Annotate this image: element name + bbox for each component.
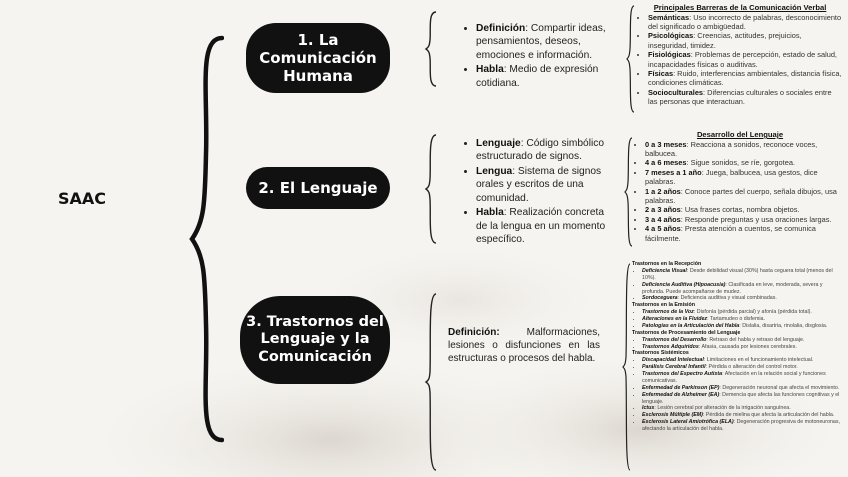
list-item: • Habla: Medio de expresión cotidiana. [476, 63, 610, 90]
node-2-items [462, 137, 612, 248]
list-item: • Semánticas: Uso incorrecto de palabras, desconocimiento del significado o ambigüedad. [648, 13, 843, 32]
list-item: • 4 a 6 meses: Sigue sonidos, se ríe, gorgotea. [645, 158, 846, 167]
list-item: • Ictus: Lesión cerebral por alteración de la irrigación sanguínea. [642, 405, 844, 412]
root-title: SAAC [57, 189, 107, 208]
list-item: • Habla: Realización concreta de la lengua en un momento específico. [476, 206, 612, 246]
list-item: • Alteraciones en la Fluidez: Tartamudeo o disfemia. [642, 316, 844, 323]
list-item: • 0 a 3 meses: Reacciona a sonidos, reconoce voces, balbucea. [645, 140, 846, 159]
list-item: • 3 a 4 años: Responde preguntas y usa oraciones largas. [645, 215, 846, 224]
list-item: • Enfermedad de Alzheimer (EA): Demencia que afecta las funciones cognitivas y el lenguaje. [642, 392, 844, 406]
list-item: • Psicológicas: Creencias, actitudes, prejuicios, inseguridad, timidez. [648, 31, 843, 50]
list-item: • Físicas: Ruido, interferencias ambientales, distancia física, condiciones climáticas. [648, 69, 843, 88]
brace-node-3 [424, 292, 438, 472]
list-item: • Trastornos del Desarrollo: Retraso del habla y retraso del lenguaje. [642, 337, 844, 344]
node-1-items [462, 22, 610, 91]
list-item: • Discapacidad Intelectual: Limitaciones en el funcionamiento intelectual. [642, 357, 844, 364]
list-item: • 4 a 5 años: Presta atención a cuentos, se comunica fácilmente. [645, 224, 846, 243]
node-language-title: 2. El Lenguaje [246, 167, 390, 209]
section-heading: Trastornos Sistémicos [632, 350, 689, 357]
node-2-detail [634, 130, 846, 243]
node-3-definition: Definición: Malformaciones, lesiones o disfunciones en las estructuras o procesos del habla. [448, 327, 600, 364]
list-item: • Fisiológicas: Problemas de percepción, estado de salud, incapacidades físicas o auditivas. [648, 50, 843, 69]
list-item: • Deficiencia Visual: Desde debilidad visual (30%) hasta ceguera total (menos del 10%). [642, 268, 844, 282]
node-disorders-title: 3. Trastornos del Lenguaje y la Comunicación [240, 296, 390, 384]
section-heading: Trastornos en la Recepción [632, 261, 702, 267]
list-item: • Lenguaje: Código simbólico estructurado de signos. [476, 137, 612, 164]
list-item: • 7 meses a 1 año: Juega, balbucea, usa gestos, dice palabras. [645, 168, 846, 187]
brace-node-2 [424, 133, 438, 245]
list-item: • Definición: Compartir ideas, pensamientos, deseos, emociones e información. [476, 22, 610, 62]
detail-heading: Desarrollo del Lenguaje [696, 130, 784, 139]
list-item: • Socioculturales: Diferencias culturales o sociales entre las personas que interactuan. [648, 88, 843, 107]
node-1-detail [637, 3, 843, 107]
brace-node-1-detail [626, 4, 636, 114]
section-heading: Trastornos en la Emisión [632, 302, 695, 309]
list-item: • Trastornos Adquiridos: Afasia, causada por lesiones cerebrales. [642, 344, 844, 351]
list-item: • 2 a 3 años: Usa frases cortas, nombra objetos. [645, 205, 846, 214]
brace-node-3-detail [622, 262, 632, 472]
detail-heading: Principales Barreras de la Comunicación Verbal [653, 3, 827, 12]
section-heading: Trastornos de Procesamiento del Lenguaje [632, 329, 741, 336]
root-brace [188, 34, 224, 444]
node-communication-title: 1. La Comunicación Humana [246, 23, 390, 93]
list-item: • Esclerosis Múltiple (EM): Pérdida de mielina que afecta la articulación del habla. [642, 412, 844, 419]
list-item: • Enfermedad de Parkinson (EP): Degeneración neuronal que afecta el movimiento. [642, 385, 844, 392]
list-item: • Trastornos de la Voz: Disfonía (pérdida parcial) y afonía (pérdida total). [642, 309, 844, 316]
list-item: • Lengua: Sistema de signos orales y escritos de una comunidad. [476, 165, 612, 205]
list-item: • 1 a 2 años: Conoce partes del cuerpo, señala dibujos, usa palabras. [645, 187, 846, 206]
list-item: • Sordoceguera: Deficiencia auditiva y visual combinadas. [642, 295, 844, 302]
list-item: • Trastornos del Espectro Autista: Afectación en la relación social y funciones comunicativas. [642, 371, 844, 385]
list-item: • Parálisis Cerebral Infantil: Pérdida o alteración del control motor. [642, 364, 844, 371]
list-item: • Patologías en la Articulación del Habla: Dislalia, disartria, rinolalia, disglosia. [642, 323, 844, 330]
list-item: • Esclerosis Lateral Amiotrófica (ELA): Degeneración progresiva de motoneuronas, afectando la articulación del habla. [642, 419, 844, 433]
node-3-detail [632, 261, 844, 433]
brace-node-1 [424, 10, 438, 88]
list-item: • Deficiencia Auditiva (Hipoacusia): Clasificada en leve, moderada, severa y profunda. Puede acompañarse de mudez. [642, 282, 844, 296]
